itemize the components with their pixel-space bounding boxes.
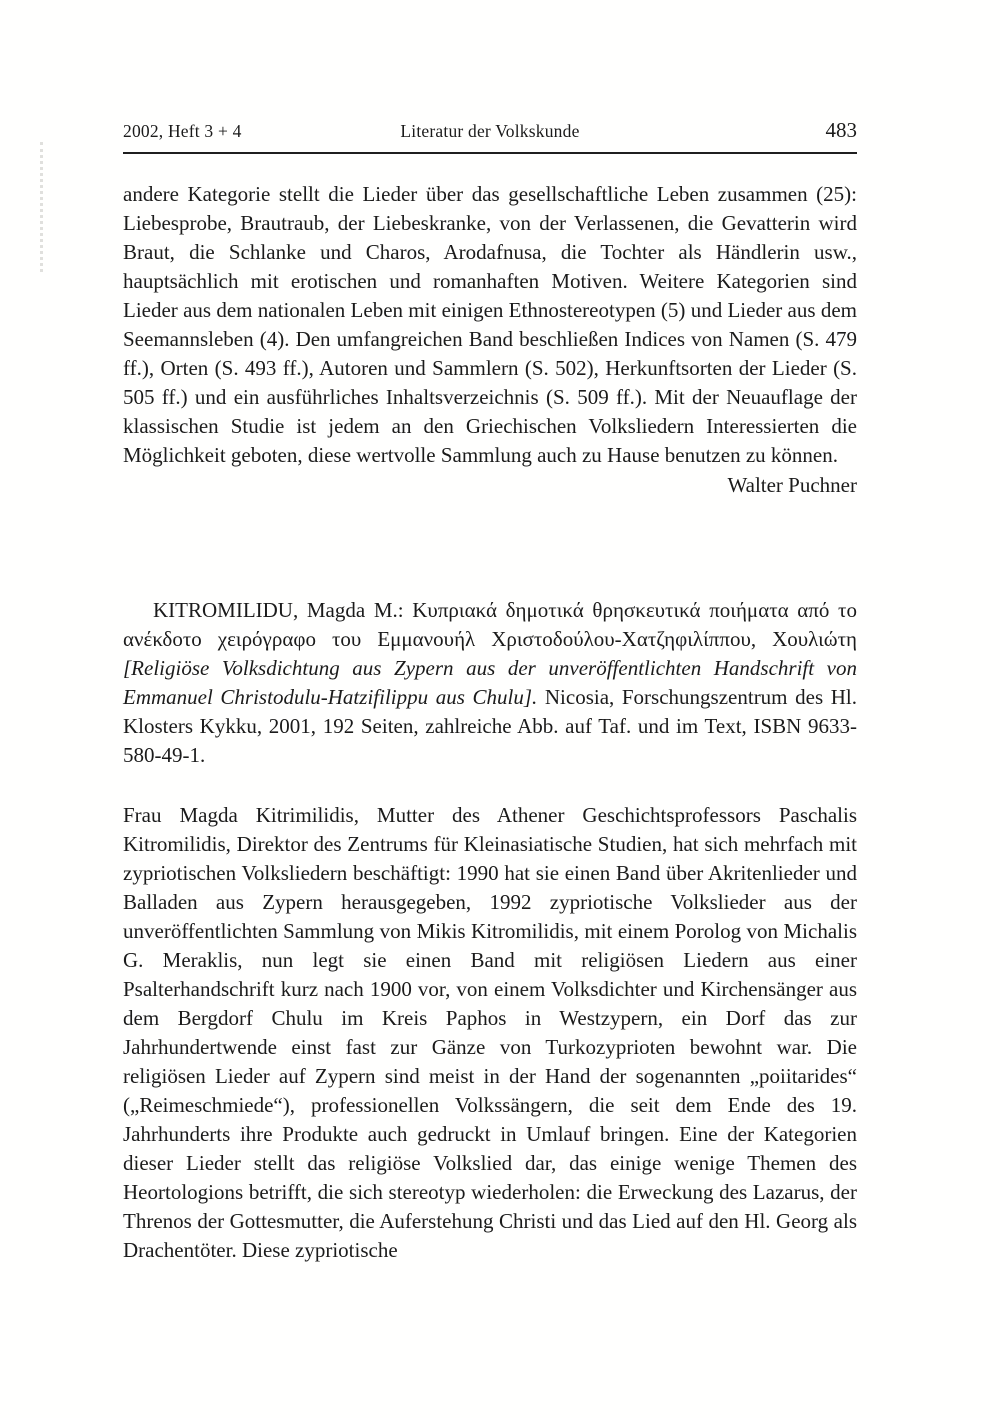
page-content xyxy=(123,118,857,1265)
scan-artifact-marks xyxy=(40,142,46,272)
header-section-title: Literatur der Volkskunde xyxy=(400,121,580,141)
review-puchner-body: andere Kategorie stellt die Lieder über das gesellschaftliche Leben zusammen (25): Liebesprobe, Brautraub, der Liebeskranke, von der Verlassenen, die Gevatterin wird Braut, die Schlanke und Charos, Arodafnusa, die Tochter als Händlerin usw., hauptsächlich mit erotischen und romanhaften Motiven. Weitere Kategorien sind Lieder aus dem nationalen Leben mit einigen Ethnostereotypen (5) und Lieder aus dem Seemannsleben (4). Den umfangreichen Band beschließen Indices von Namen (S. 479 ff.), Orten (S. 493 ff.), Autoren und Sammlern (S. 502), Herkunftsorten der Lieder (S. 505 ff.) und ein ausführliches Inhaltsverzeichnis (S. 509 ff.). Mit der Neuauflage der klassischen Studie ist jedem an den Griechischen Volksliedern Interessierten die Möglichkeit geboten, diese wertvolle Sammlung auch zu Hause benutzen zu können. xyxy=(123,182,857,467)
header-issue-label: 2002, Heft 3 + 4 xyxy=(123,121,242,141)
running-header xyxy=(123,118,857,143)
review-kitromilidu-citation xyxy=(123,596,857,770)
header-page-number: 483 xyxy=(825,118,857,142)
review-kitromilidu-body: Frau Magda Kitrimilidis, Mutter des Athener Geschichtsprofessors Paschalis Kitromilidis, Direktor des Zentrums für Kleinasiatische Studien, hat sich mehrfach mit zypriotischen Volksliedern beschäftigt: 1990 hat sie einen Band über Akritenlieder und Balladen aus Zypern herausgegeben, 1992 zypriotische Volkslieder aus der unveröffentlichten Sammlung von Mikis Kitromilidis, mit einem Porolog von Michalis G. Meraklis, nun legt sie einen Band mit religiösen Liedern aus einer Psalterhandschrift kurz nach 1900 vor, von einem Volksdichter und Kirchensänger aus dem Bergdorf Chulu im Kreis Paphos in Westzypern, ein Dorf das zur Jahrhundertwende einst fast zur Gänze von Turkozyprioten bewohnt war. Die religiösen Lieder auf Zypern sind meist in der Hand der sogenannten „poiitarides“ („Reimeschmiede“), professionellen Volkssängern, die seit dem Ende des 19. Jahrhunderts ihre Produkte auch gedruckt in Umlauf bringen. Eine der Kategorien dieser Lieder stellt das religiöse Volkslied dar, das einige wenige Themen des Heortologions betrifft, die sich stereotyp wiederholen: die Erweckung des Lazarus, der Threnos der Gottesmutter, die Auferstehung Christi und das Lied auf den Hl. Georg als Drachentöter. Diese zypriotische xyxy=(123,803,857,1262)
header-rule xyxy=(123,152,857,154)
citation-greek-title: KITROMILIDU, Magda M.: Κυπριακά δημοτικά θρησκευτικά ποιήματα από το ανέκδοτο χειρόγραφο του Εμμανουήλ Χριστοδούλου-Χατζηφιλίππου, Χουλιώτη xyxy=(123,598,857,651)
citation-german-translation: [Religiöse Volksdichtung aus Zypern aus der unveröffentlichten Handschrift von Emmanuel Christodulu-Hatzifilippu aus Chulu]. xyxy=(123,656,857,709)
review-puchner-author: Walter Puchner xyxy=(727,473,857,497)
citation-publication-info: Nicosia, Forschungszentrum des Hl. Klosters Kykku, 2001, 192 Seiten, zahlreiche Abb. auf Taf. und im Text, ISBN 9633-580-49-1. xyxy=(123,685,857,767)
